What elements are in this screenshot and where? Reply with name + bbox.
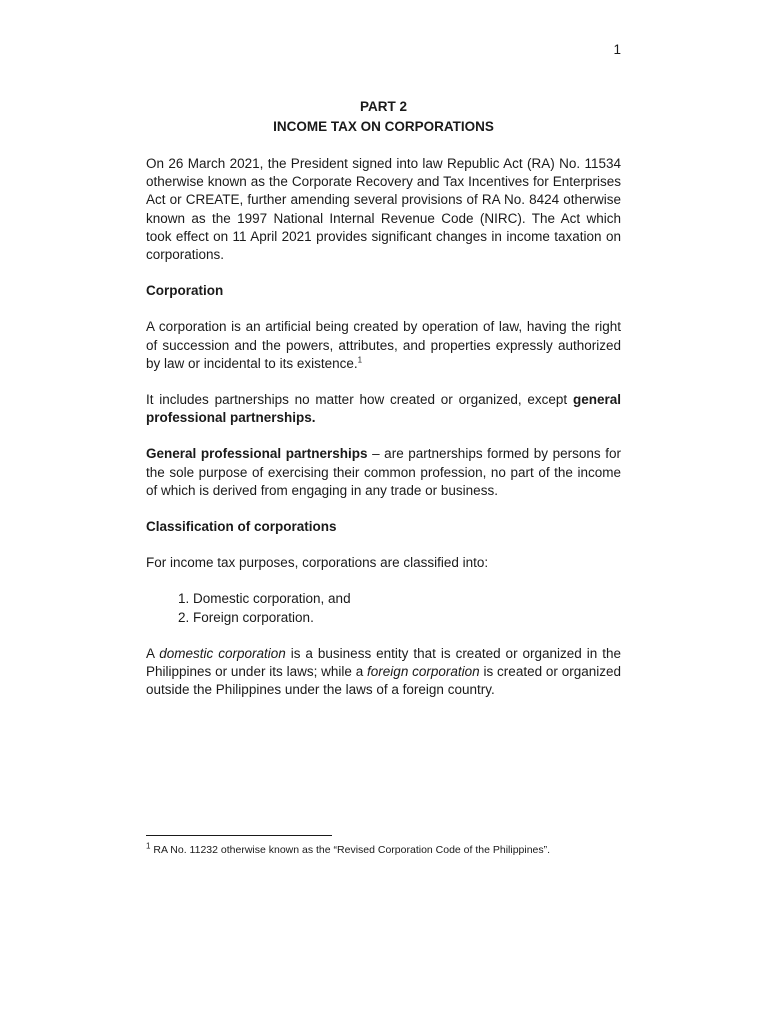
gpp-definition: – are partnerships formed by persons for the sole purpose of exercising their common profession, no part of the income of which is derived from engaging in any trade or business.: [146, 446, 621, 498]
page-number: 1: [613, 42, 621, 57]
footnote: [146, 843, 666, 857]
chapter-title: INCOME TAX ON CORPORATIONS: [273, 119, 494, 134]
foreign-term: foreign corporation: [367, 664, 480, 680]
domestic-foreign-paragraph: [146, 645, 621, 700]
paragraph-text-b: is a business entity that is created or organized in the Philippines or under its laws; while a: [146, 645, 622, 680]
paragraph-text-a: A: [146, 645, 160, 661]
domestic-term: domestic corporation: [159, 645, 286, 661]
footnote-text: RA No. 11232 otherwise known as the “Revised Corporation Code of the Philippines”.: [150, 844, 551, 856]
corporation-definition: [146, 318, 621, 373]
includes-paragraph: [146, 391, 621, 427]
includes-bold-term: general professional partnerships.: [146, 392, 621, 426]
gpp-paragraph: [146, 445, 621, 500]
classification-intro: For income tax purposes, corporations are classified into:: [146, 555, 489, 571]
paragraph-text-c: is created or organized outside the Philippines under the laws of a foreign country.: [146, 664, 622, 698]
includes-text: It includes partnerships no matter how created or organized, except: [146, 392, 568, 408]
gpp-term: General professional partnerships: [146, 446, 368, 462]
classification-list: [146, 590, 621, 626]
corporation-heading: Corporation: [146, 283, 224, 299]
footnote-reference[interactable]: 1: [357, 355, 363, 365]
footnote-separator: [146, 835, 332, 836]
part-label: PART 2: [359, 99, 407, 114]
corporation-definition-text: A corporation is an artificial being created by operation of law, having the right of succession and the powers, attributes, and properties expressly authorized by law or incidental to its existence.: [146, 319, 621, 371]
footnote-marker: 1: [146, 841, 151, 851]
list-item: 1. Domestic corporation, and: [193, 590, 621, 608]
classification-heading: Classification of corporations: [146, 519, 337, 535]
page-body: [146, 97, 621, 717]
document-title: [146, 97, 621, 137]
intro-paragraph: On 26 March 2021, the President signed into law Republic Act (RA) No. 11534 otherwise known as the Corporate Recovery and Tax Incentives for Enterprises Act or CREATE, further amending several provisions of RA No. 8424 otherwise known as the 1997 National Internal Revenue Code (NIRC). The Act which took effect on 11 April 2021 provides significant changes in income taxation on corporations.: [146, 156, 621, 263]
list-item: 2. Foreign corporation.: [193, 609, 621, 627]
